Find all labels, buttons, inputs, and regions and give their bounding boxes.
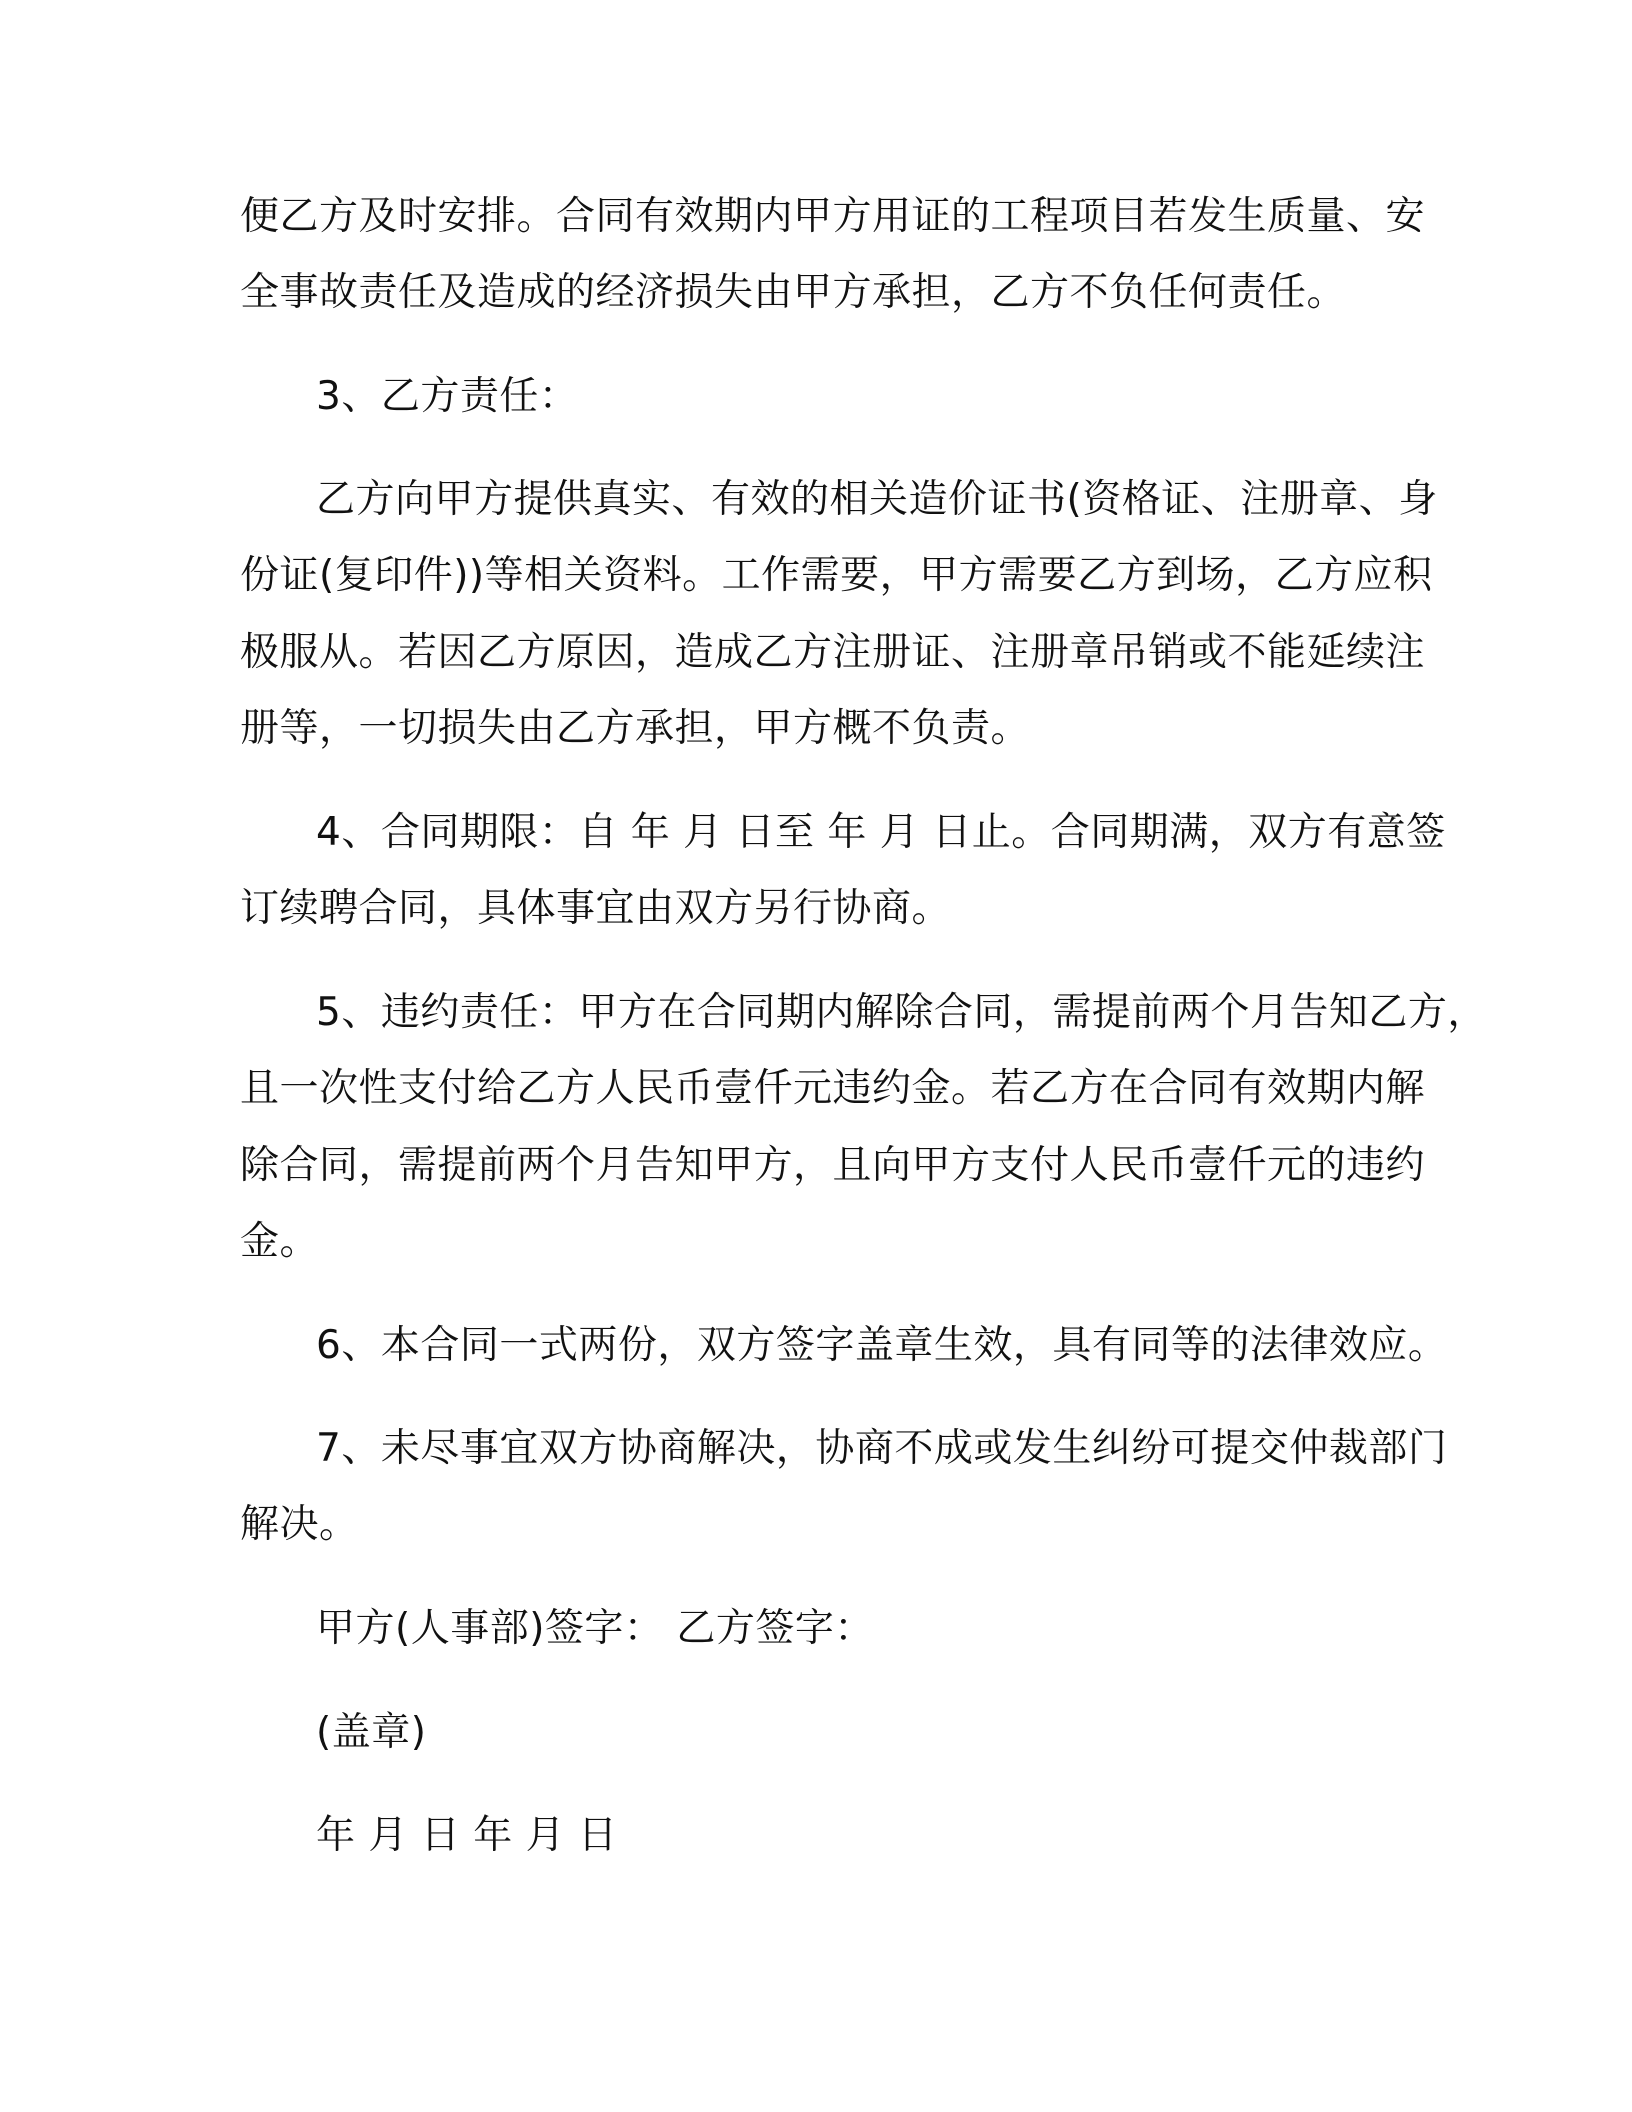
clause-5-line-3: 除合同，需提前两个月告知甲方，且向甲方支付人民币壹仟元的违约: [240, 1143, 1426, 1188]
seal-line: (盖章): [316, 1710, 427, 1755]
clause-4-line-1: 4、合同期限：自 年 月 日至 年 月 日止。合同期满，双方有意签: [316, 810, 1446, 855]
clause-3-text-line-2: 份证(复印件))等相关资料。工作需要，甲方需要乙方到场，乙方应积: [240, 553, 1433, 598]
clause-4-line-2: 订续聘合同，具体事宜由双方另行协商。: [240, 886, 952, 931]
clause-5-line-4: 金。: [240, 1219, 320, 1264]
clause-3-text-line-1: 乙方向甲方提供真实、有效的相关造价证书(资格证、注册章、身: [316, 477, 1438, 522]
clause-7-line-2: 解决。: [240, 1502, 359, 1547]
clause-3-heading: 3、乙方责任：: [316, 374, 579, 419]
paragraph-2-line-1: 便乙方及时安排。合同有效期内甲方用证的工程项目若发生质量、安: [240, 194, 1426, 239]
clause-3-text-line-3: 极服从。若因乙方原因，造成乙方注册证、注册章吊销或不能延续注: [240, 630, 1426, 675]
clause-5-line-2: 且一次性支付给乙方人民币壹仟元违约金。若乙方在合同有效期内解: [240, 1066, 1426, 1111]
clause-6: 6、本合同一式两份，双方签字盖章生效，具有同等的法律效应。: [316, 1323, 1448, 1368]
clause-5-line-1: 5、违约责任：甲方在合同期内解除合同，需提前两个月告知乙方，: [316, 990, 1487, 1035]
paragraph-2-line-2: 全事故责任及造成的经济损失由甲方承担，乙方不负任何责任。: [240, 270, 1347, 315]
clause-7-line-1: 7、未尽事宜双方协商解决，协商不成或发生纠纷可提交仲裁部门: [316, 1426, 1448, 1471]
clause-3-text-line-4: 册等，一切损失由乙方承担，甲方概不负责。: [240, 706, 1031, 751]
signature-line: 甲方(人事部)签字： 乙方签字：: [316, 1606, 874, 1651]
date-line: 年 月 日 年 月 日: [316, 1813, 618, 1858]
